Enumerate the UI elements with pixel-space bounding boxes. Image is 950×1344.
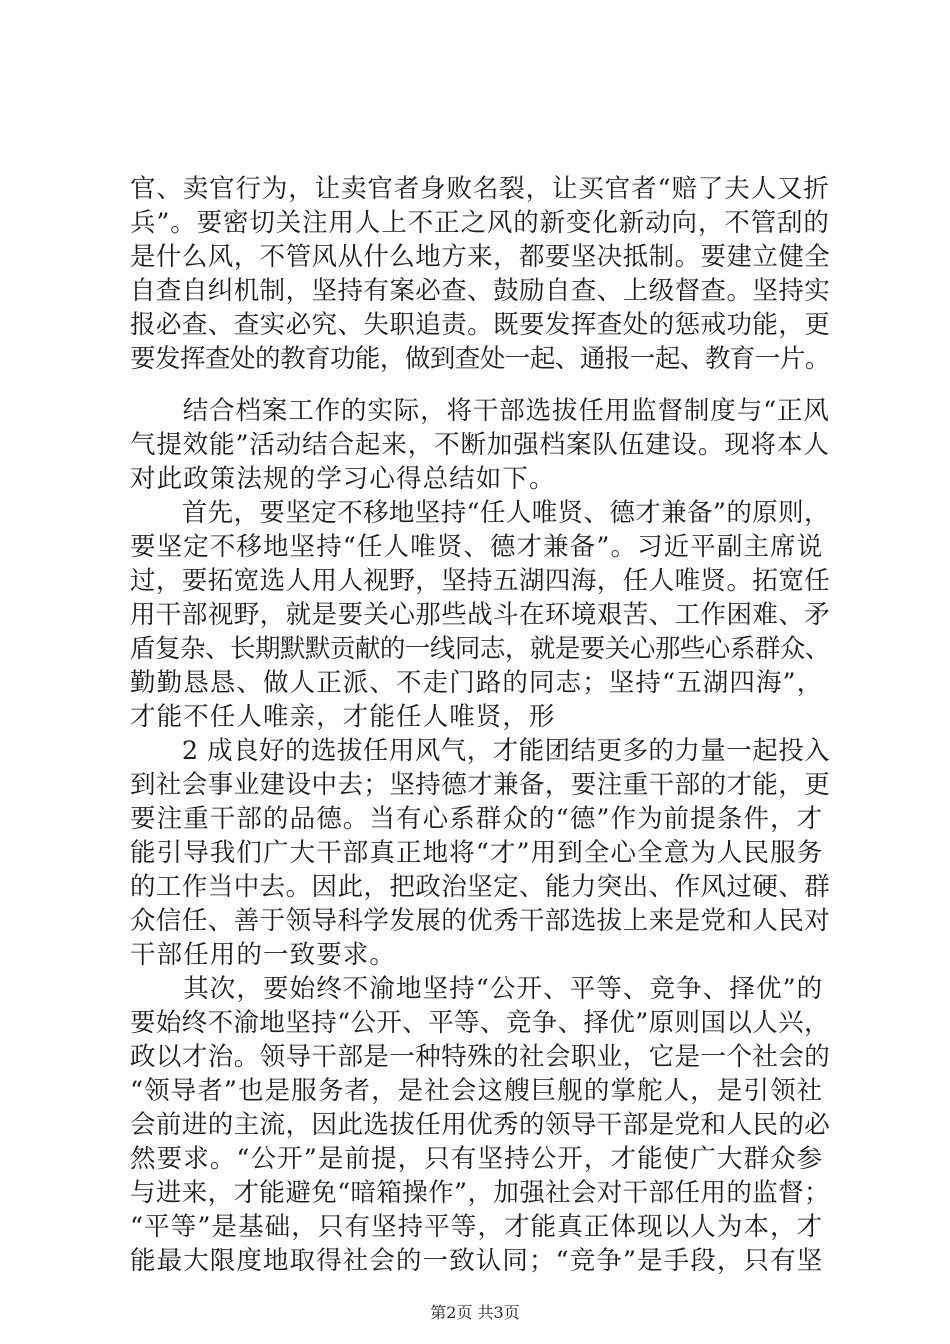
text-line: 才能不任人唯亲，才能任人唯贤，形 [130,702,556,732]
text-line: 与进来，才能避免“暗箱操作”，加强社会对干部任用的监督； [130,1178,830,1208]
text-line: 结合档案工作的实际，将干部选拔任用监督制度与“正风 [130,396,830,426]
text-line: 要坚定不移地坚持“任人唯贤、德才兼备”。习近平副主席说 [130,532,824,562]
text-line: “领导者”也是服务者，是社会这艘巨舰的掌舵人，是引领社 [130,1076,824,1106]
text-line: 首先，要坚定不移地坚持“任人唯贤、德才兼备”的原则， [130,498,830,528]
text-line: 兵”。要密切关注用人上不正之风的新变化新动向，不管刮的 [130,208,830,238]
text-line: 报必查、查实必究、失职追责。既要发挥查处的惩戒功能，更 [130,310,831,340]
text-line: 气提效能”活动结合起来，不断加强档案队伍建设。现将本人 [130,430,830,460]
text-line: 能引导我们广大干部真正地将“才”用到全心全意为人民服务 [130,838,824,868]
text-line: 盾复杂、长期默默贡献的一线同志，就是要关心那些心系群众、 [130,634,830,664]
text-line: 2 成良好的选拔任用风气，才能团结更多的力量一起投入 [130,736,831,766]
text-line: 要注重干部的品德。当有心系群众的“德”作为前提条件，才 [130,804,824,834]
text-line: 众信任、善于领导科学发展的优秀干部选拔上来是党和人民对 [130,906,831,936]
text-line: 其次，要始终不渝地坚持“公开、平等、竞争、择优”的 [130,974,824,1004]
text-line: “平等”是基础，只有坚持平等，才能真正体现以人为本，才 [130,1212,824,1242]
text-line: 干部任用的一致要求。 [130,940,397,970]
text-line: 的工作当中去。因此，把政治坚定、能力突出、作风过硬、群 [130,872,831,902]
text-line: 到社会事业建设中去；坚持德才兼备，要注重干部的才能，更 [130,770,831,800]
text-line: 勤勤恳恳、做人正派、不走门路的同志；坚持“五湖四海”， [130,668,824,698]
text-line: 自查自纠机制，坚持有案必查、鼓励自查、上级督查。坚持实 [130,276,831,306]
text-line: 对此政策法规的学习心得总结如下。 [130,464,556,494]
page-number-footer: 第2页 共3页 [430,1303,520,1322]
text-line: 要发挥查处的教育功能，做到查处一起、通报一起、教育一片。 [130,344,830,374]
text-line: 会前进的主流，因此选拔任用优秀的领导干部是党和人民的必 [130,1110,831,1140]
text-line: 能最大限度地取得社会的一致认同；“竞争”是手段，只有坚 [130,1246,824,1276]
text-line: 官、卖官行为，让卖官者身败名裂，让买官者“赔了夫人又折 [130,174,830,204]
text-line: 要始终不渝地坚持“公开、平等、竞争、择优”原则国以人兴， [130,1008,830,1038]
text-line: 过，要拓宽选人用人视野，坚持五湖四海，任人唯贤。拓宽任 [130,566,831,596]
text-line: 然要求。“公开”是前提，只有坚持公开，才能使广大群众参 [130,1144,824,1174]
text-line: 政以才治。领导干部是一种特殊的社会职业，它是一个社会的 [130,1042,831,1072]
text-line: 用干部视野，就是要关心那些战斗在环境艰苦、工作困难、矛 [130,600,831,630]
text-line: 是什么风，不管风从什么地方来，都要坚决抵制。要建立健全 [130,242,831,272]
